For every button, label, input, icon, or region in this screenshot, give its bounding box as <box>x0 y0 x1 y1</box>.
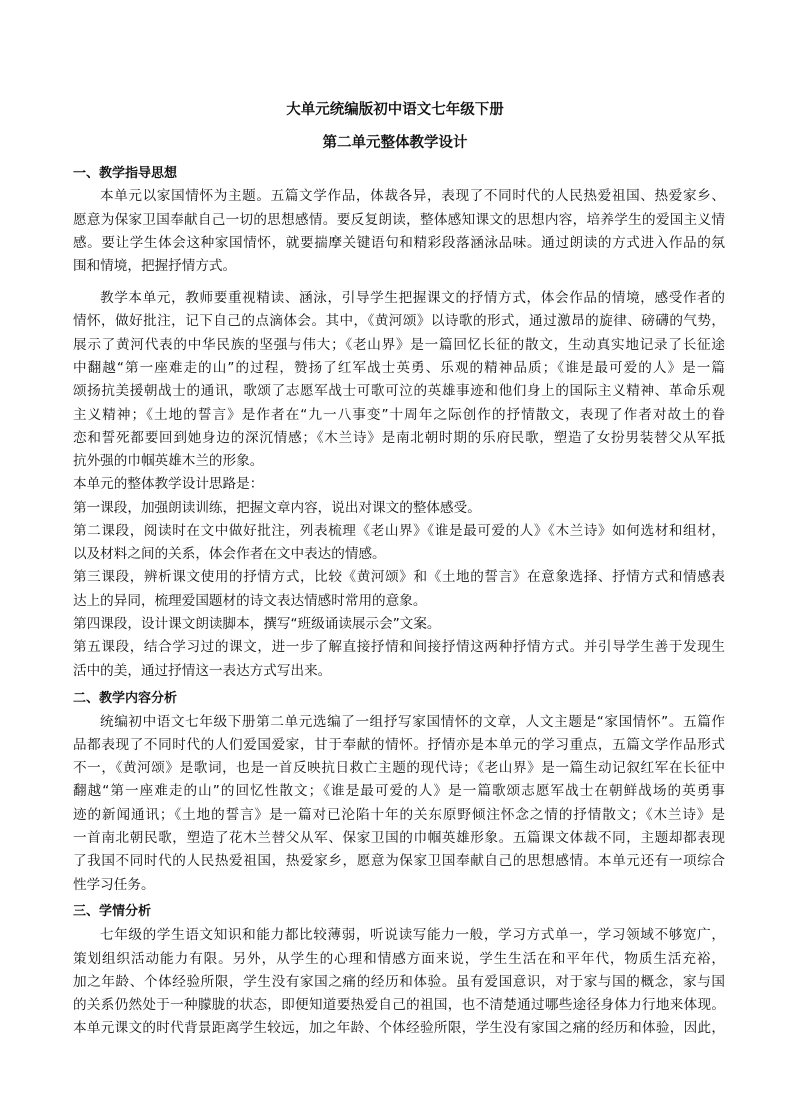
section-heading: 三、学情分析 <box>73 904 152 919</box>
plan-line: 第四课段，设计课文朗读脚本，撰写“班级诵读展示会”文案。 <box>73 616 441 632</box>
paragraph-line: 情怀，做好批注，记下自己的点滴体会。其中，《黄河颂》以诗歌的形式，通过激昂的旋律、磅礴的气势， <box>73 313 725 329</box>
paragraph-line: 统编初中语文七年级下册第二单元选编了一组抒写家国情怀的文章，人文主题是“家国情怀”。五篇作 <box>100 714 725 730</box>
section-heading: 一、教学指导思想 <box>73 166 178 181</box>
paragraph-line: 中翻越“第一座难走的山”的过程，赞扬了红军战士英勇、乐观的精神品质；《谁是最可爱的人》是一篇 <box>73 360 725 376</box>
paragraph-line: 本单元以家国情怀为主题。五篇文学作品，体裁各异，表现了不同时代的人民热爱祖国、热爱家乡、 <box>100 188 725 204</box>
section-heading: 二、教学内容分析 <box>73 691 178 706</box>
paragraph-line: 颂扬抗美援朝战士的通讯，歌颂了志愿军战士可歌可泣的英雄事迹和他们身上的国际主义精神、革命乐观 <box>73 383 725 399</box>
paragraph-line: 展示了黄河代表的中华民族的坚强与伟大；《老山界》是一篇回忆长征的散文，生动真实地记录了长征途 <box>73 337 725 353</box>
plan-line: 以及材料之间的关系，体会作者在文中表达的情感。 <box>73 546 386 562</box>
paragraph-line: 教学本单元，教师要重视精读、涵泳，引导学生把握课文的抒情方式，体会作品的情境，感受作者的 <box>100 290 725 306</box>
paragraph-line: 迹的新闻通讯；《土地的誓言》是一篇对已沦陷十年的关东原野倾注怀念之情的抒情散文；《木兰诗》是 <box>73 807 725 823</box>
paragraph-line: 翻越“第一座难走的山”的回忆性散文；《谁是最可爱的人》是一篇歌颂志愿军战士在朝鲜战场的英勇事 <box>73 783 725 799</box>
paragraph-line: 性学习任务。 <box>73 877 155 893</box>
paragraph-line: 主义精神；《土地的誓言》是作者在“九一八事变”十周年之际创作的抒情散文，表现了作者对故土的眷 <box>73 407 725 423</box>
paragraph-line: 抗外强的巾帼英雄木兰的形象。 <box>73 453 264 469</box>
plan-line: 第一课段，加强朗读训练，把握文章内容，说出对课文的整体感受。 <box>73 500 481 516</box>
paragraph-line: 了我国不同时代的人民热爱祖国，热爱家乡，愿意为保家卫国奉献自己的思想感情。本单元还有一项综合 <box>73 853 725 869</box>
plan-line: 本单元的整体教学设计思路是： <box>73 476 264 492</box>
paragraph-line: 感。要让学生体会这种家国情怀，就要揣摩关键语句和精彩段落涵泳品味。通过朗读的方式进入作品的氛 <box>73 235 725 251</box>
paragraph-line: 策划组织活动能力有限。另外，从学生的心理和情感方面来说，学生生活在和平年代，物质生活充裕， <box>73 951 725 967</box>
paragraph-line: 品都表现了不同时代的人们爱国爱家，甘于奉献的情怀。抒情亦是本单元的学习重点，五篇文学作品形式 <box>73 737 725 753</box>
plan-line: 活中的美，通过抒情这一表达方式写出来。 <box>73 663 332 679</box>
paragraph-line: 愿意为保家卫国奉献自己一切的思想感情。要反复朗读，整体感知课文的思想内容，培养学生的爱国主义情 <box>73 212 725 228</box>
paragraph-line: 一首南北朝民歌，塑造了花木兰替父从军、保家卫国的巾帼英雄形象。五篇课文体裁不同，主题却都表现 <box>73 830 725 846</box>
document-title: 大单元统编版初中语文七年级下册 <box>286 102 504 118</box>
paragraph-line: 本单元课文的时代背景距离学生较远，加之年龄、个体经验所限，学生没有家国之痛的经历和体验，因此， <box>73 1020 725 1036</box>
paragraph-line: 不一，《黄河颂》是歌词，也是一首反映抗日救亡主题的现代诗；《老山界》是一篇生动记叙红军在长征中 <box>73 760 725 776</box>
plan-line: 第三课段，辨析课文使用的抒情方式，比较《黄河颂》和《土地的誓言》在意象选择、抒情方式和情感表 <box>73 569 725 585</box>
paragraph-line: 恋和誓死都要回到她身边的深沉情感；《木兰诗》是南北朝时期的乐府民歌，塑造了女扮男装替父从军抵 <box>73 430 725 446</box>
plan-line: 第五课段，结合学习过的课文，进一步了解直接抒情和间接抒情这两种抒情方式。并引导学生善于发现生 <box>73 639 725 655</box>
plan-line: 第二课段，阅读时在文中做好批注，列表梳理《老山界》《谁是最可爱的人》《木兰诗》如何选材和组材， <box>73 523 725 539</box>
paragraph-line: 的关系仍然处于一种朦胧的状态，即便知道要热爱自己的祖国，也不清楚通过哪些途径身体力行地来体现。 <box>73 997 725 1013</box>
plan-line: 达上的异同，梳理爱国题材的诗文表达情感时常用的意象。 <box>73 593 427 609</box>
paragraph-line: 围和情境，把握抒情方式。 <box>73 258 237 274</box>
document-subtitle: 第二单元整体教学设计 <box>322 135 468 151</box>
paragraph-line: 加之年龄、个体经验所限，学生没有家国之痛的经历和体验。虽有爱国意识，对于家与国的概念，家与国 <box>73 974 725 990</box>
paragraph-line: 七年级的学生语文知识和能力都比较薄弱，听说读写能力一般，学习方式单一，学习领域不够宽广， <box>100 927 725 943</box>
